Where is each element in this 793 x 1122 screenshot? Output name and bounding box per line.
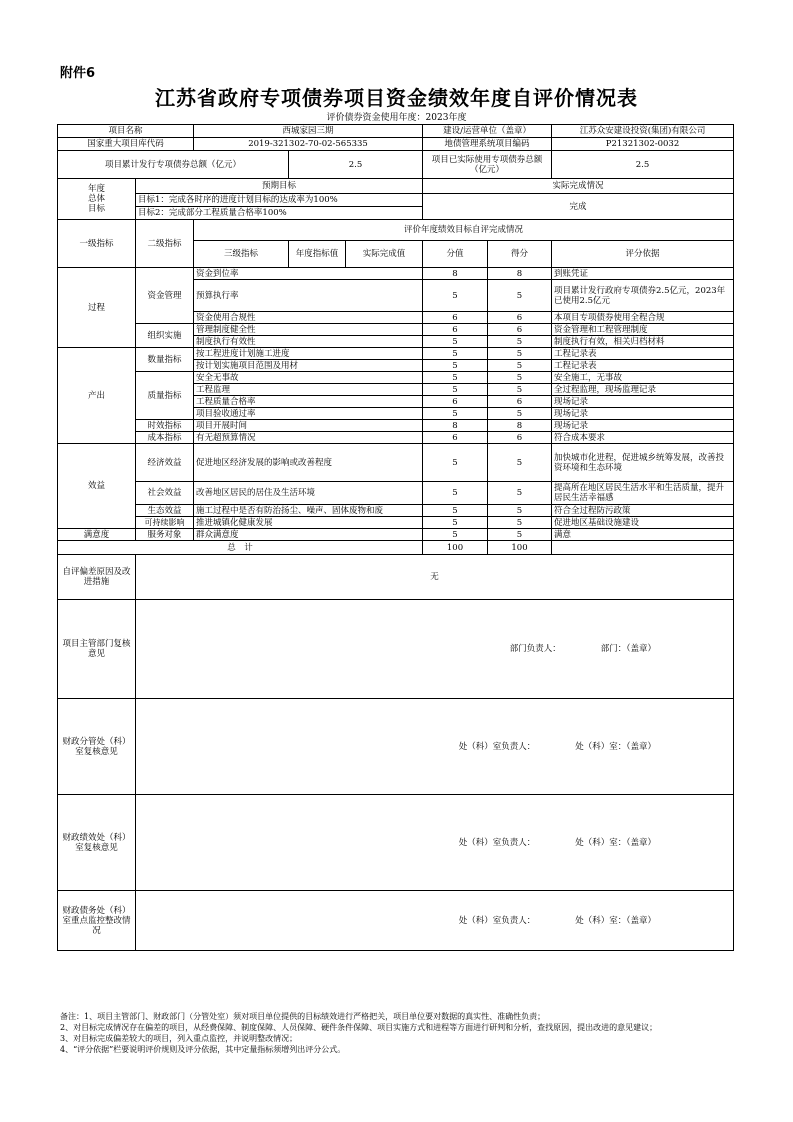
- deviation-label: 自评偏差原因及改进措施: [58, 555, 136, 600]
- table-row: 资金使用合规性: [194, 312, 423, 324]
- basis: 项目累计发行政府专项债券2.5亿元，2023年已使用2.5亿元: [552, 280, 734, 312]
- l2-quality: 质量指标: [136, 372, 194, 420]
- l2-ecological: 生态效益: [136, 505, 194, 517]
- issued-value: 2.5: [289, 151, 423, 179]
- score-value: 5: [423, 336, 488, 348]
- basis: 符合成本要求: [552, 432, 734, 444]
- goal-1: 目标1：完成各时序的进度计划目标的达成率为100%: [136, 194, 423, 207]
- review-content: [136, 699, 734, 795]
- score-value: 6: [423, 324, 488, 336]
- score-value: 6: [423, 396, 488, 408]
- basis: 促进地区基础设施建设: [552, 517, 734, 529]
- evaluation-table: [57, 124, 734, 951]
- score: 6: [488, 324, 552, 336]
- review-seal: 处（科）室：（盖章）: [575, 741, 657, 752]
- score: 5: [488, 408, 552, 420]
- table-row: 管理制度健全性: [194, 324, 423, 336]
- basis-header: 评分依据: [552, 241, 734, 268]
- table-row: 资金到位率: [194, 268, 423, 280]
- score: 5: [488, 280, 552, 312]
- l2-timeliness: 时效指标: [136, 420, 194, 432]
- notes: [60, 1011, 730, 1055]
- table-row: 安全无事故: [194, 372, 423, 384]
- score-value: 5: [423, 517, 488, 529]
- l2-economic: 经济效益: [136, 444, 194, 482]
- score: 5: [488, 444, 552, 482]
- review-content: [136, 600, 734, 699]
- table-row: 推进城镇化健康发展: [194, 517, 423, 529]
- score: 5: [488, 372, 552, 384]
- score-value: 5: [423, 444, 488, 482]
- score: 5: [488, 348, 552, 360]
- review-label: 财政债务处（科）室重点监控整改情况: [58, 891, 136, 951]
- table-row: 促进地区经济发展的影响或改善程度: [194, 444, 423, 482]
- code-value: 2019-321302-70-02-565335: [194, 138, 423, 151]
- deviation-value: 无: [136, 555, 734, 600]
- review-content: [136, 891, 734, 951]
- review-seal: 部门：（盖章）: [600, 644, 657, 654]
- basis: 安全施工，无事故: [552, 372, 734, 384]
- used-value: 2.5: [552, 151, 734, 179]
- basis: 工程记录表: [552, 348, 734, 360]
- actual-goal-header: 实际完成情况: [423, 179, 734, 194]
- score-header: 得分: [488, 241, 552, 268]
- score: 6: [488, 312, 552, 324]
- note-item: 备注：1、项目主管部门、财政部门（分管处室）须对项目单位提供的目标绩效进行严格把关，项目单位要对数据的真实性、准确性负责；: [60, 1012, 546, 1021]
- l2-service: 服务对象: [136, 529, 194, 541]
- table-row: 项目开展时间: [194, 420, 423, 432]
- score-value: 5: [423, 384, 488, 396]
- basis: 现场记录: [552, 408, 734, 420]
- score-value: 5: [423, 529, 488, 541]
- actual-value-header: 实际完成值: [346, 241, 423, 268]
- review-seal: 处（科）室：（盖章）: [575, 837, 657, 848]
- note-item: 4、“评分依据”栏要说明评价规则及评分依据，其中定量指标须增列出评分公式。: [60, 1045, 346, 1054]
- l1-output: 产出: [58, 348, 136, 444]
- score-value: 5: [423, 505, 488, 517]
- review-content: [136, 795, 734, 891]
- l2-cost: 成本指标: [136, 432, 194, 444]
- review-label: 财政绩效处（科）室复核意见: [58, 795, 136, 891]
- table-row: 改善地区居民的居住及生活环境: [194, 482, 423, 505]
- review-person: 部门负责人：: [509, 644, 561, 654]
- project-name-label: 项目名称: [58, 125, 194, 138]
- level2-header: 二级指标: [136, 220, 194, 268]
- basis: 工程记录表: [552, 360, 734, 372]
- score: 8: [488, 420, 552, 432]
- basis: 本项目专项债券使用全程合规: [552, 312, 734, 324]
- review-seal: 处（科）室：（盖章）: [575, 915, 657, 926]
- basis: 资金管理和工程管理制度: [552, 324, 734, 336]
- score-value: 8: [423, 268, 488, 280]
- l2-fund: 资金管理: [136, 268, 194, 324]
- note-item: 3、对目标完成偏差较大的项目，列入重点监控，并说明整改情况；: [60, 1034, 298, 1043]
- l1-process: 过程: [58, 268, 136, 348]
- table-row: 施工过程中是否有防治扬尘、噪声、固体废物和废: [194, 505, 423, 517]
- score-value: 6: [423, 432, 488, 444]
- page-title: 江苏省政府专项债券项目资金绩效年度自评价情况表: [155, 86, 638, 110]
- basis: 提高所在地区居民生活水平和生活质量，提升居民生活幸福感: [552, 482, 734, 505]
- unit-value: 江苏众安建设投资(集团)有限公司: [552, 125, 734, 138]
- basis: 加快城市化进程，促进城乡统筹发展，改善投资环境和生态环境: [552, 444, 734, 482]
- table-row: 按工程进度计划施工进度: [194, 348, 423, 360]
- score-value: 5: [423, 280, 488, 312]
- l2-quantity: 数量指标: [136, 348, 194, 372]
- total-score: 100: [488, 541, 552, 555]
- basis: 满意: [552, 529, 734, 541]
- annual-target-header: 年度指标值: [289, 241, 346, 268]
- table-row: 工程质量合格率: [194, 396, 423, 408]
- total-label: 总 计: [58, 541, 423, 555]
- score: 5: [488, 384, 552, 396]
- basis: 现场记录: [552, 396, 734, 408]
- attachment-label: 附件6: [60, 66, 96, 81]
- score-value: 5: [423, 372, 488, 384]
- table-row: 工程监理: [194, 384, 423, 396]
- score: 6: [488, 432, 552, 444]
- table-row: 制度执行有效性: [194, 336, 423, 348]
- l1-satisfaction: 满意度: [58, 529, 136, 541]
- code-label: 国家重大项目库代码: [58, 138, 194, 151]
- score: 5: [488, 482, 552, 505]
- table-row: 项目验收通过率: [194, 408, 423, 420]
- unit-label: 建设/运营单位（盖章）: [423, 125, 552, 138]
- table-row: 预算执行率: [194, 280, 423, 312]
- table-row: 有无超预算情况: [194, 432, 423, 444]
- l2-sustainable: 可持续影响: [136, 517, 194, 529]
- self-eval-header: 评价年度绩效目标自评完成情况: [194, 220, 734, 241]
- project-name: 西城家园三期: [194, 125, 423, 138]
- score-value: 6: [423, 312, 488, 324]
- score: 5: [488, 529, 552, 541]
- goal-2: 目标2：完成部分工程质量合格率100%: [136, 207, 423, 220]
- review-label: 财政分管处（科）室复核意见: [58, 699, 136, 795]
- l1-benefit: 效益: [58, 444, 136, 529]
- score: 5: [488, 505, 552, 517]
- score: 8: [488, 268, 552, 280]
- total-score-value: 100: [423, 541, 488, 555]
- table-row: 群众满意度: [194, 529, 423, 541]
- actual-goal: 完成: [423, 194, 734, 220]
- score: 5: [488, 360, 552, 372]
- score-value: 5: [423, 348, 488, 360]
- basis: 符合全过程防污政策: [552, 505, 734, 517]
- score-value: 5: [423, 360, 488, 372]
- basis: 现场记录: [552, 420, 734, 432]
- basis: 制度执行有效，相关归档材料: [552, 336, 734, 348]
- eval-year: 评价债券资金使用年度：2023年度: [326, 113, 467, 123]
- score-value-header: 分值: [423, 241, 488, 268]
- score-value: 5: [423, 408, 488, 420]
- total-basis: [552, 541, 734, 555]
- note-item: 2、对目标完成情况存在偏差的项目，从经费保障、制度保障、人员保障、硬件条件保障、项目实施方式和进程等方面进行研判和分析，查找原因，提出改进的意见建议；: [60, 1023, 658, 1032]
- review-person: 处（科）室负责人：: [458, 741, 536, 752]
- basis: 到账凭证: [552, 268, 734, 280]
- annual-goal-label: 年度 总体 目标: [58, 179, 136, 220]
- l2-org: 组织实施: [136, 324, 194, 348]
- score: 6: [488, 396, 552, 408]
- score-value: 5: [423, 482, 488, 505]
- used-label: 项目已实际使用专项债券总额（亿元）: [423, 151, 552, 179]
- score-value: 8: [423, 420, 488, 432]
- level1-header: 一级指标: [58, 220, 136, 268]
- sys-code-label: 地债管理系统项目编码: [423, 138, 552, 151]
- review-person: 处（科）室负责人：: [458, 837, 536, 848]
- review-label: 项目主管部门复核意见: [58, 600, 136, 699]
- issued-label: 项目累计发行专项债券总额（亿元）: [58, 151, 289, 179]
- level3-header: 三级指标: [194, 241, 289, 268]
- expected-goal-header: 预期目标: [136, 179, 423, 194]
- score: 5: [488, 336, 552, 348]
- l2-social: 社会效益: [136, 482, 194, 505]
- basis: 全过程监理，现场监理记录: [552, 384, 734, 396]
- review-person: 处（科）室负责人：: [458, 915, 536, 926]
- table-row: 按计划实施项目范围及用材: [194, 360, 423, 372]
- score: 5: [488, 517, 552, 529]
- sys-code-value: P21321302-0032: [552, 138, 734, 151]
